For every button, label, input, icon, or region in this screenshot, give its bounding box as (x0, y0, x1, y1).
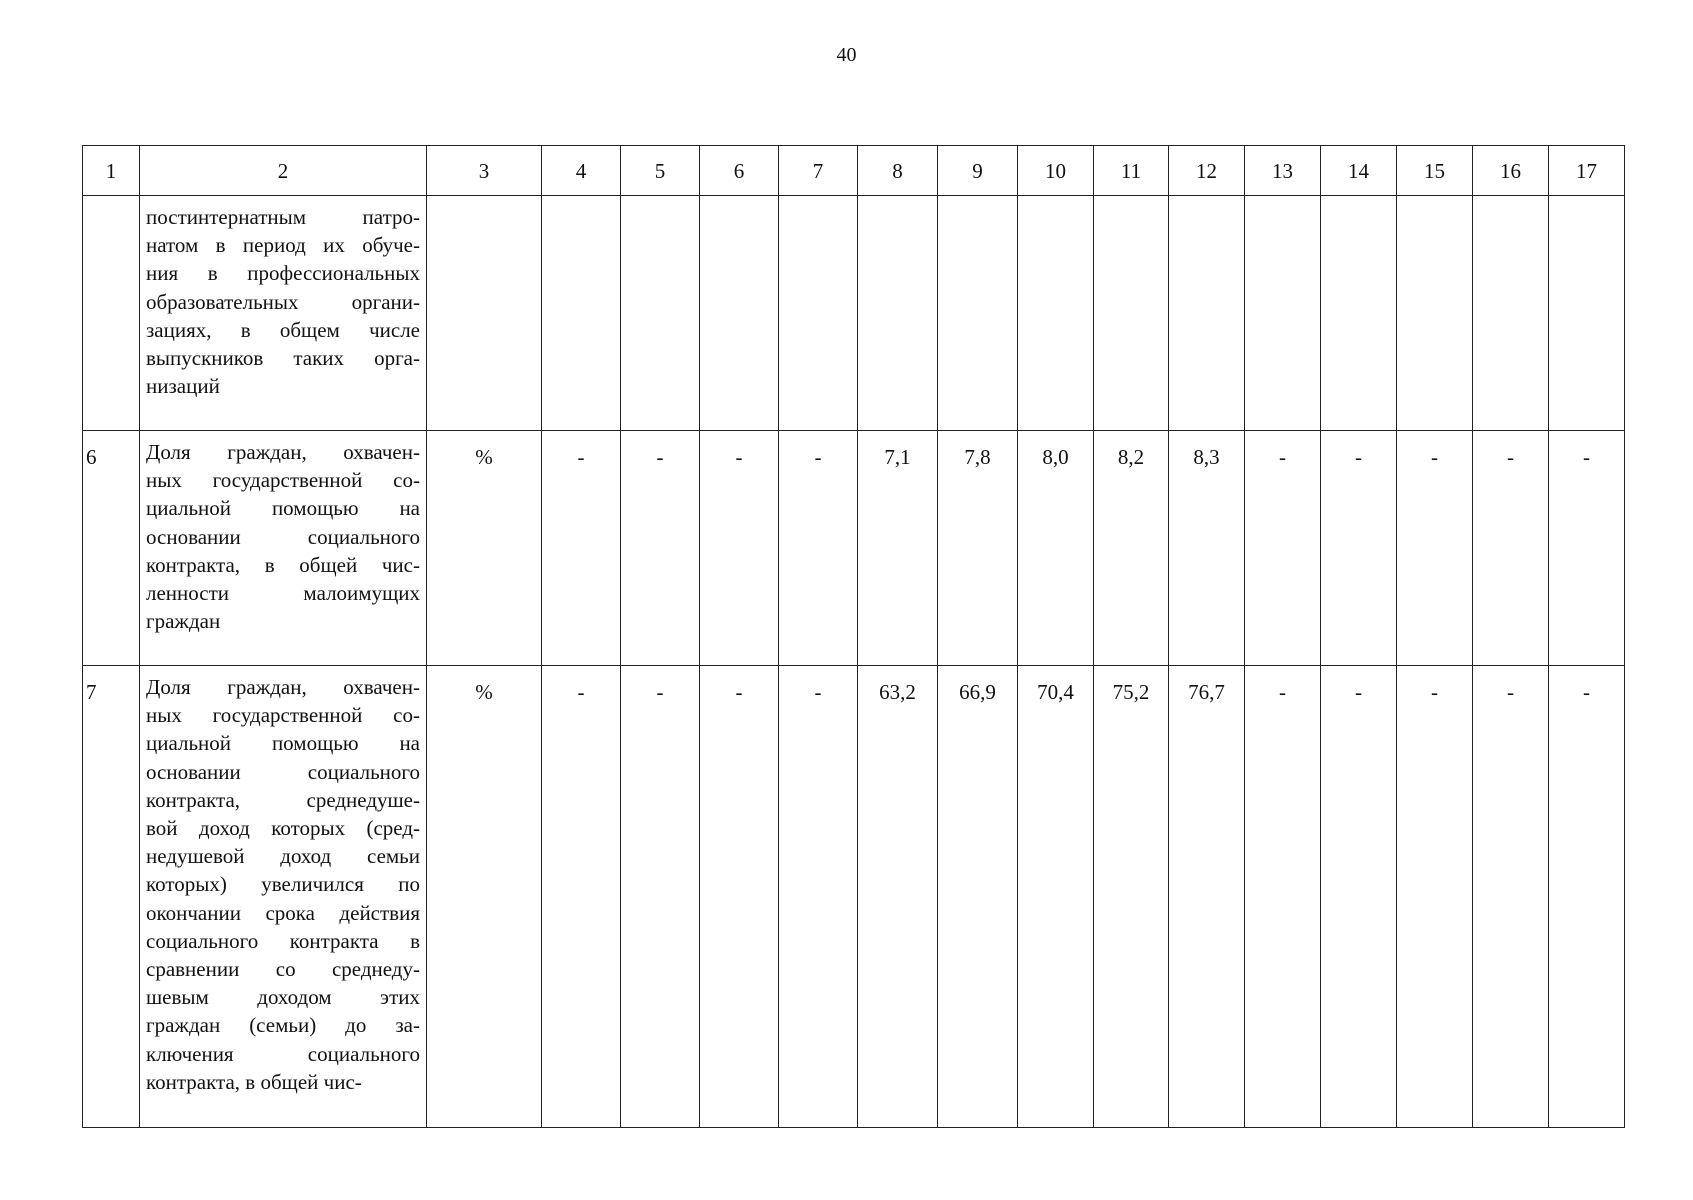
value-cell: - (779, 666, 858, 1128)
value-cell: 8,3 (1169, 431, 1245, 666)
column-header: 5 (621, 146, 700, 196)
table-row (83, 666, 1625, 1128)
value-cell: - (542, 431, 621, 666)
value-cell (938, 196, 1018, 431)
indicator-description (140, 196, 427, 431)
description-line: граждан (семьи) до за- (146, 1013, 420, 1038)
value-cell: - (1549, 666, 1625, 1128)
column-header: 17 (1549, 146, 1625, 196)
description-line: основании социального (146, 759, 420, 784)
value-cell (858, 196, 938, 431)
value-cell (700, 196, 779, 431)
value-cell: 7,1 (858, 431, 938, 666)
description-line: ленности малоимущих (146, 581, 420, 606)
description-line: ключения социального (146, 1041, 420, 1066)
description-line: ных государственной со- (146, 703, 420, 728)
description-line: циальной помощью на (146, 496, 420, 521)
value-cell (1549, 196, 1625, 431)
description-line: сравнении со среднеду- (146, 957, 420, 982)
value-cell: 75,2 (1094, 666, 1169, 1128)
value-cell: - (542, 666, 621, 1128)
value-cell (542, 196, 621, 431)
value-cell: 8,0 (1018, 431, 1094, 666)
value-cell: - (1245, 431, 1321, 666)
value-cell: - (621, 666, 700, 1128)
value-cell: 63,2 (858, 666, 938, 1128)
column-header: 13 (1245, 146, 1321, 196)
column-header: 6 (700, 146, 779, 196)
column-header: 14 (1321, 146, 1397, 196)
value-cell: - (1397, 431, 1473, 666)
unit-cell: % (427, 431, 542, 666)
value-cell: - (1245, 666, 1321, 1128)
value-cell: 70,4 (1018, 666, 1094, 1128)
description-line: социального контракта в (146, 928, 420, 953)
column-header: 10 (1018, 146, 1094, 196)
description-line: вой доход которых (сред- (146, 816, 420, 841)
description-line: ния в профессиональных (146, 261, 420, 286)
column-header: 11 (1094, 146, 1169, 196)
value-cell (1321, 196, 1397, 431)
description-line: Доля граждан, охвачен- (146, 440, 420, 464)
table-row (83, 196, 1625, 431)
value-cell: 76,7 (1169, 666, 1245, 1128)
value-cell (1018, 196, 1094, 431)
description-line: контракта, в общей чис- (146, 552, 420, 577)
column-header: 4 (542, 146, 621, 196)
column-header: 2 (140, 146, 427, 196)
value-cell: - (621, 431, 700, 666)
description-line: шевым доходом этих (146, 985, 420, 1010)
description-line: контракта, среднедуше- (146, 787, 420, 812)
description-line: низаций (146, 374, 220, 399)
value-cell (1245, 196, 1321, 431)
value-cell (621, 196, 700, 431)
value-cell: 8,2 (1094, 431, 1169, 666)
description-line: окончании срока действия (146, 900, 420, 925)
row-number (83, 196, 140, 431)
description-line: Доля граждан, охвачен- (146, 675, 420, 699)
column-header: 1 (83, 146, 140, 196)
description-line: зациях, в общем числе (146, 317, 420, 342)
column-header: 9 (938, 146, 1018, 196)
value-cell (1094, 196, 1169, 431)
column-header: 8 (858, 146, 938, 196)
description-line: образовательных органи- (146, 289, 420, 314)
value-cell: 7,8 (938, 431, 1018, 666)
page-number: 40 (836, 44, 857, 66)
row-number: 6 (83, 431, 140, 666)
value-cell (1397, 196, 1473, 431)
description-line: натом в период их обуче- (146, 233, 420, 258)
description-line: ных государственной со- (146, 468, 420, 493)
description-line: основании социального (146, 524, 420, 549)
indicators-table (82, 145, 1625, 1128)
value-cell: - (1397, 666, 1473, 1128)
column-header: 16 (1473, 146, 1549, 196)
column-header: 12 (1169, 146, 1245, 196)
indicator-description (140, 666, 427, 1128)
description-line: контракта, в общей чис- (146, 1069, 362, 1094)
value-cell: 66,9 (938, 666, 1018, 1128)
value-cell: - (700, 666, 779, 1128)
header-row (83, 146, 1625, 196)
value-cell: - (1473, 431, 1549, 666)
value-cell (1169, 196, 1245, 431)
description-line: постинтернатным патро- (146, 205, 420, 229)
table-row (83, 431, 1625, 666)
value-cell: - (1321, 431, 1397, 666)
value-cell: - (1473, 666, 1549, 1128)
description-line: которых) увеличился по (146, 872, 420, 897)
column-header: 7 (779, 146, 858, 196)
value-cell (779, 196, 858, 431)
value-cell (1473, 196, 1549, 431)
value-cell: - (1321, 666, 1397, 1128)
unit-cell: % (427, 666, 542, 1128)
description-line: граждан (146, 609, 221, 634)
value-cell: - (1549, 431, 1625, 666)
indicator-description (140, 431, 427, 666)
column-header: 3 (427, 146, 542, 196)
value-cell: - (779, 431, 858, 666)
column-header: 15 (1397, 146, 1473, 196)
unit-cell (427, 196, 542, 431)
description-line: выпускников таких орга- (146, 346, 420, 371)
row-number: 7 (83, 666, 140, 1128)
value-cell: - (700, 431, 779, 666)
description-line: недушевой доход семьи (146, 844, 420, 869)
description-line: циальной помощью на (146, 731, 420, 756)
